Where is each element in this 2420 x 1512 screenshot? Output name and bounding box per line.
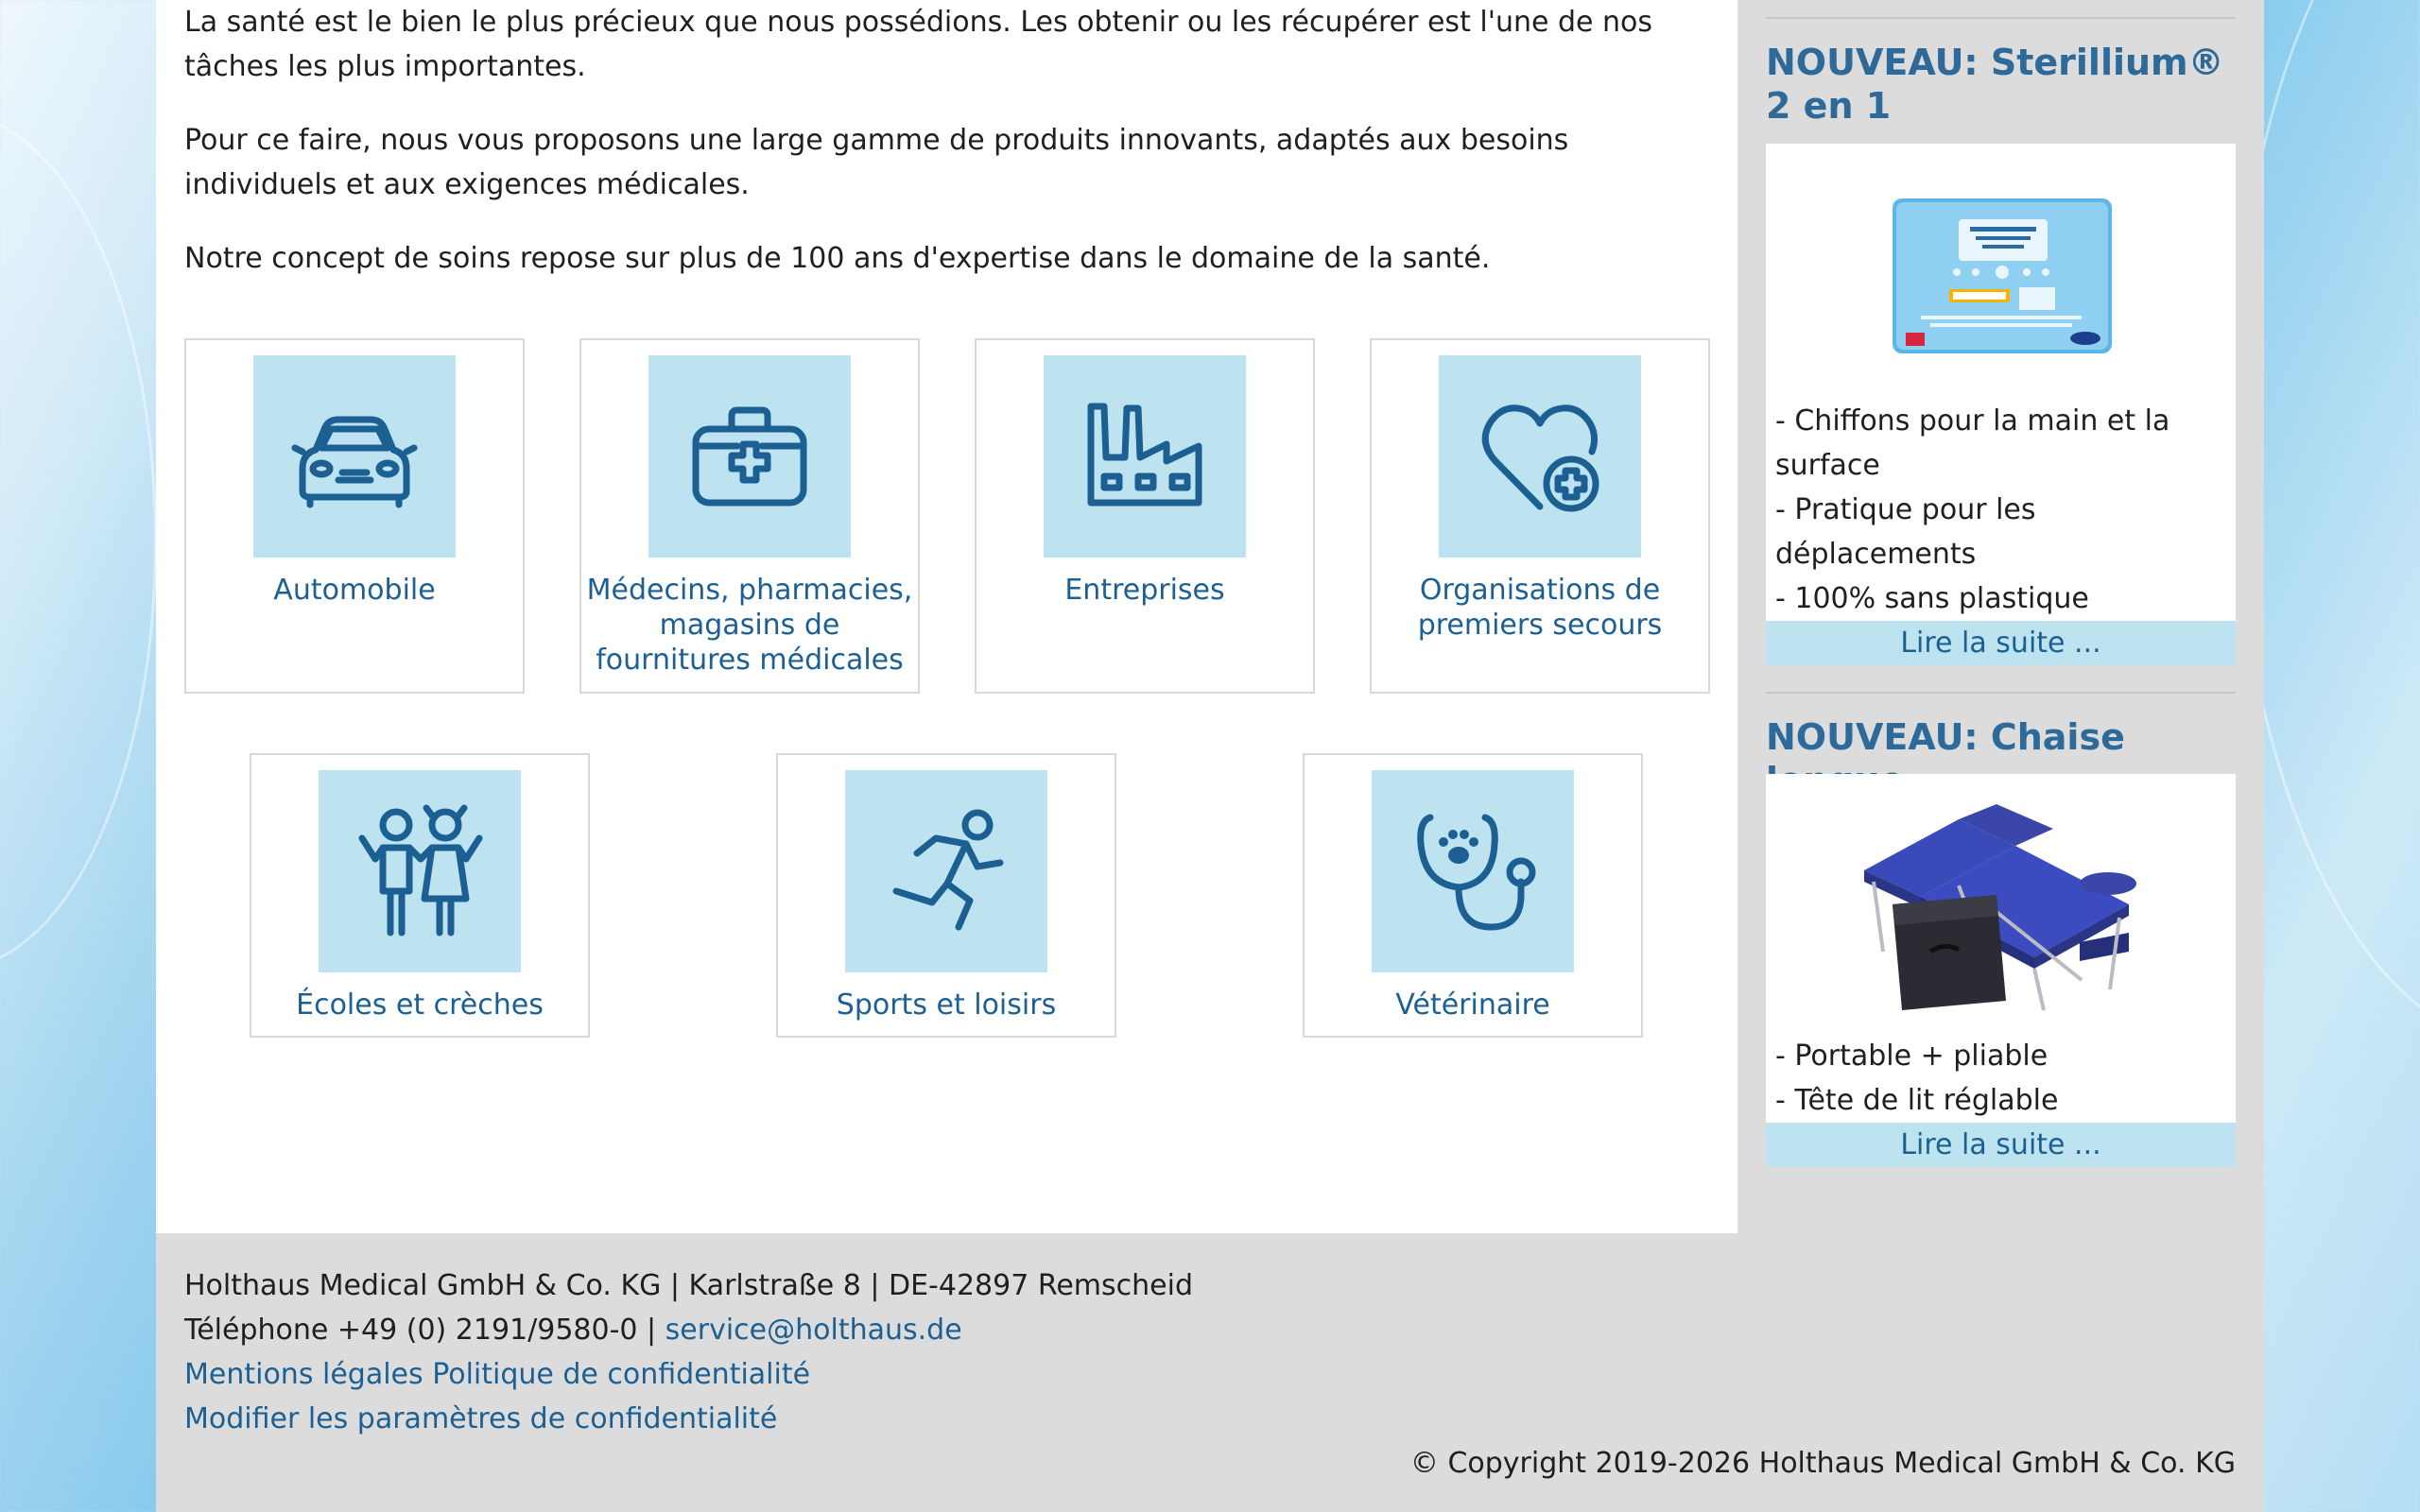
category-label: Vétérinaire [1395, 988, 1550, 1022]
feature-item: - 100% sans plastique [1775, 582, 2089, 615]
privacy-settings-link[interactable]: Modifier les paramètres de confidentialité [184, 1402, 778, 1435]
wipes-package-image[interactable] [1766, 144, 2236, 399]
category-label: Entreprises [1064, 574, 1225, 607]
children-icon [319, 770, 521, 972]
medical-bag-icon [648, 355, 851, 558]
feature-item: - Portable + pliable [1775, 1040, 2048, 1073]
intro-paragraph-3: Notre concept de soins repose sur plus de 100 ans d'expertise dans le domaine de la santé. [184, 242, 1491, 275]
category-label: Médecins, pharmacies, magasins de fournitures médicales [586, 574, 913, 677]
privacy-policy-link[interactable]: Politique de confidentialité [432, 1358, 811, 1391]
divider [1766, 17, 2236, 19]
heart-plus-icon [1439, 355, 1641, 558]
main-content [156, 0, 1737, 1233]
stethoscope-paw-icon [1372, 770, 1574, 972]
category-tile-sports[interactable] [776, 753, 1116, 1038]
company-address: Holthaus Medical GmbH & Co. KG | Karlstraße 8 | DE-42897 Remscheid [184, 1269, 1194, 1302]
category-tile-veterinary[interactable] [1303, 753, 1643, 1038]
massage-table-image[interactable] [1766, 774, 2236, 1034]
product-card-sterillium [1766, 144, 2236, 665]
sidebar [1737, 0, 2264, 1233]
category-label: Écoles et crèches [296, 988, 544, 1022]
category-tile-automobile[interactable] [184, 338, 525, 694]
copyright: © Copyright 2019-2026 Holthaus Medical GmbH & Co. KG [1409, 1447, 2236, 1480]
read-more-link[interactable]: Lire la suite ... [1766, 1123, 2236, 1167]
product-card-massage-table [1766, 774, 2236, 1167]
category-label: Organisations de premiers secours [1417, 574, 1663, 642]
footer [156, 1233, 2264, 1512]
category-tile-first-aid[interactable] [1370, 338, 1710, 694]
legal-notice-link[interactable]: Mentions légales [184, 1358, 424, 1391]
contact-line [184, 1308, 962, 1352]
category-tile-schools[interactable] [250, 753, 590, 1038]
divider [1766, 692, 2236, 694]
email-link[interactable]: service@holthaus.de [665, 1314, 962, 1347]
read-more-link[interactable]: Lire la suite ... [1766, 621, 2236, 665]
phone-number: Téléphone +49 (0) 2191/9580-0 | [184, 1314, 666, 1347]
category-label: Sports et loisirs [836, 988, 1057, 1022]
legal-links [184, 1352, 810, 1397]
product-title[interactable]: NOUVEAU: Chaise [1766, 716, 2125, 758]
feature-item: - Chiffons pour la main et la surface [1775, 404, 2170, 482]
category-tile-medical[interactable] [579, 338, 920, 694]
feature-item: - Tête de lit réglable [1775, 1084, 2059, 1117]
car-icon [253, 355, 456, 558]
runner-icon [845, 770, 1047, 972]
feature-list [1766, 399, 2236, 621]
background-decoration [0, 113, 157, 970]
category-label: Automobile [273, 574, 436, 607]
feature-item: - Pratique pour les déplacements [1775, 493, 2036, 571]
intro-paragraph-1: La santé est le bien le plus précieux que nous possédions. Les obtenir ou les récupérer est l'une de nos tâches les plus importantes. [184, 6, 1652, 83]
factory-icon [1044, 355, 1246, 558]
feature-list [1766, 1034, 2236, 1123]
product-title[interactable]: NOUVEAU: Sterillium® 2 en 1 [1766, 42, 2224, 127]
privacy-settings-line [184, 1397, 777, 1441]
category-tile-companies[interactable] [975, 338, 1315, 694]
intro-paragraph-2: Pour ce faire, nous vous proposons une large gamme de produits innovants, adaptés aux besoins individuels et aux exigences médicales. [184, 124, 1569, 201]
